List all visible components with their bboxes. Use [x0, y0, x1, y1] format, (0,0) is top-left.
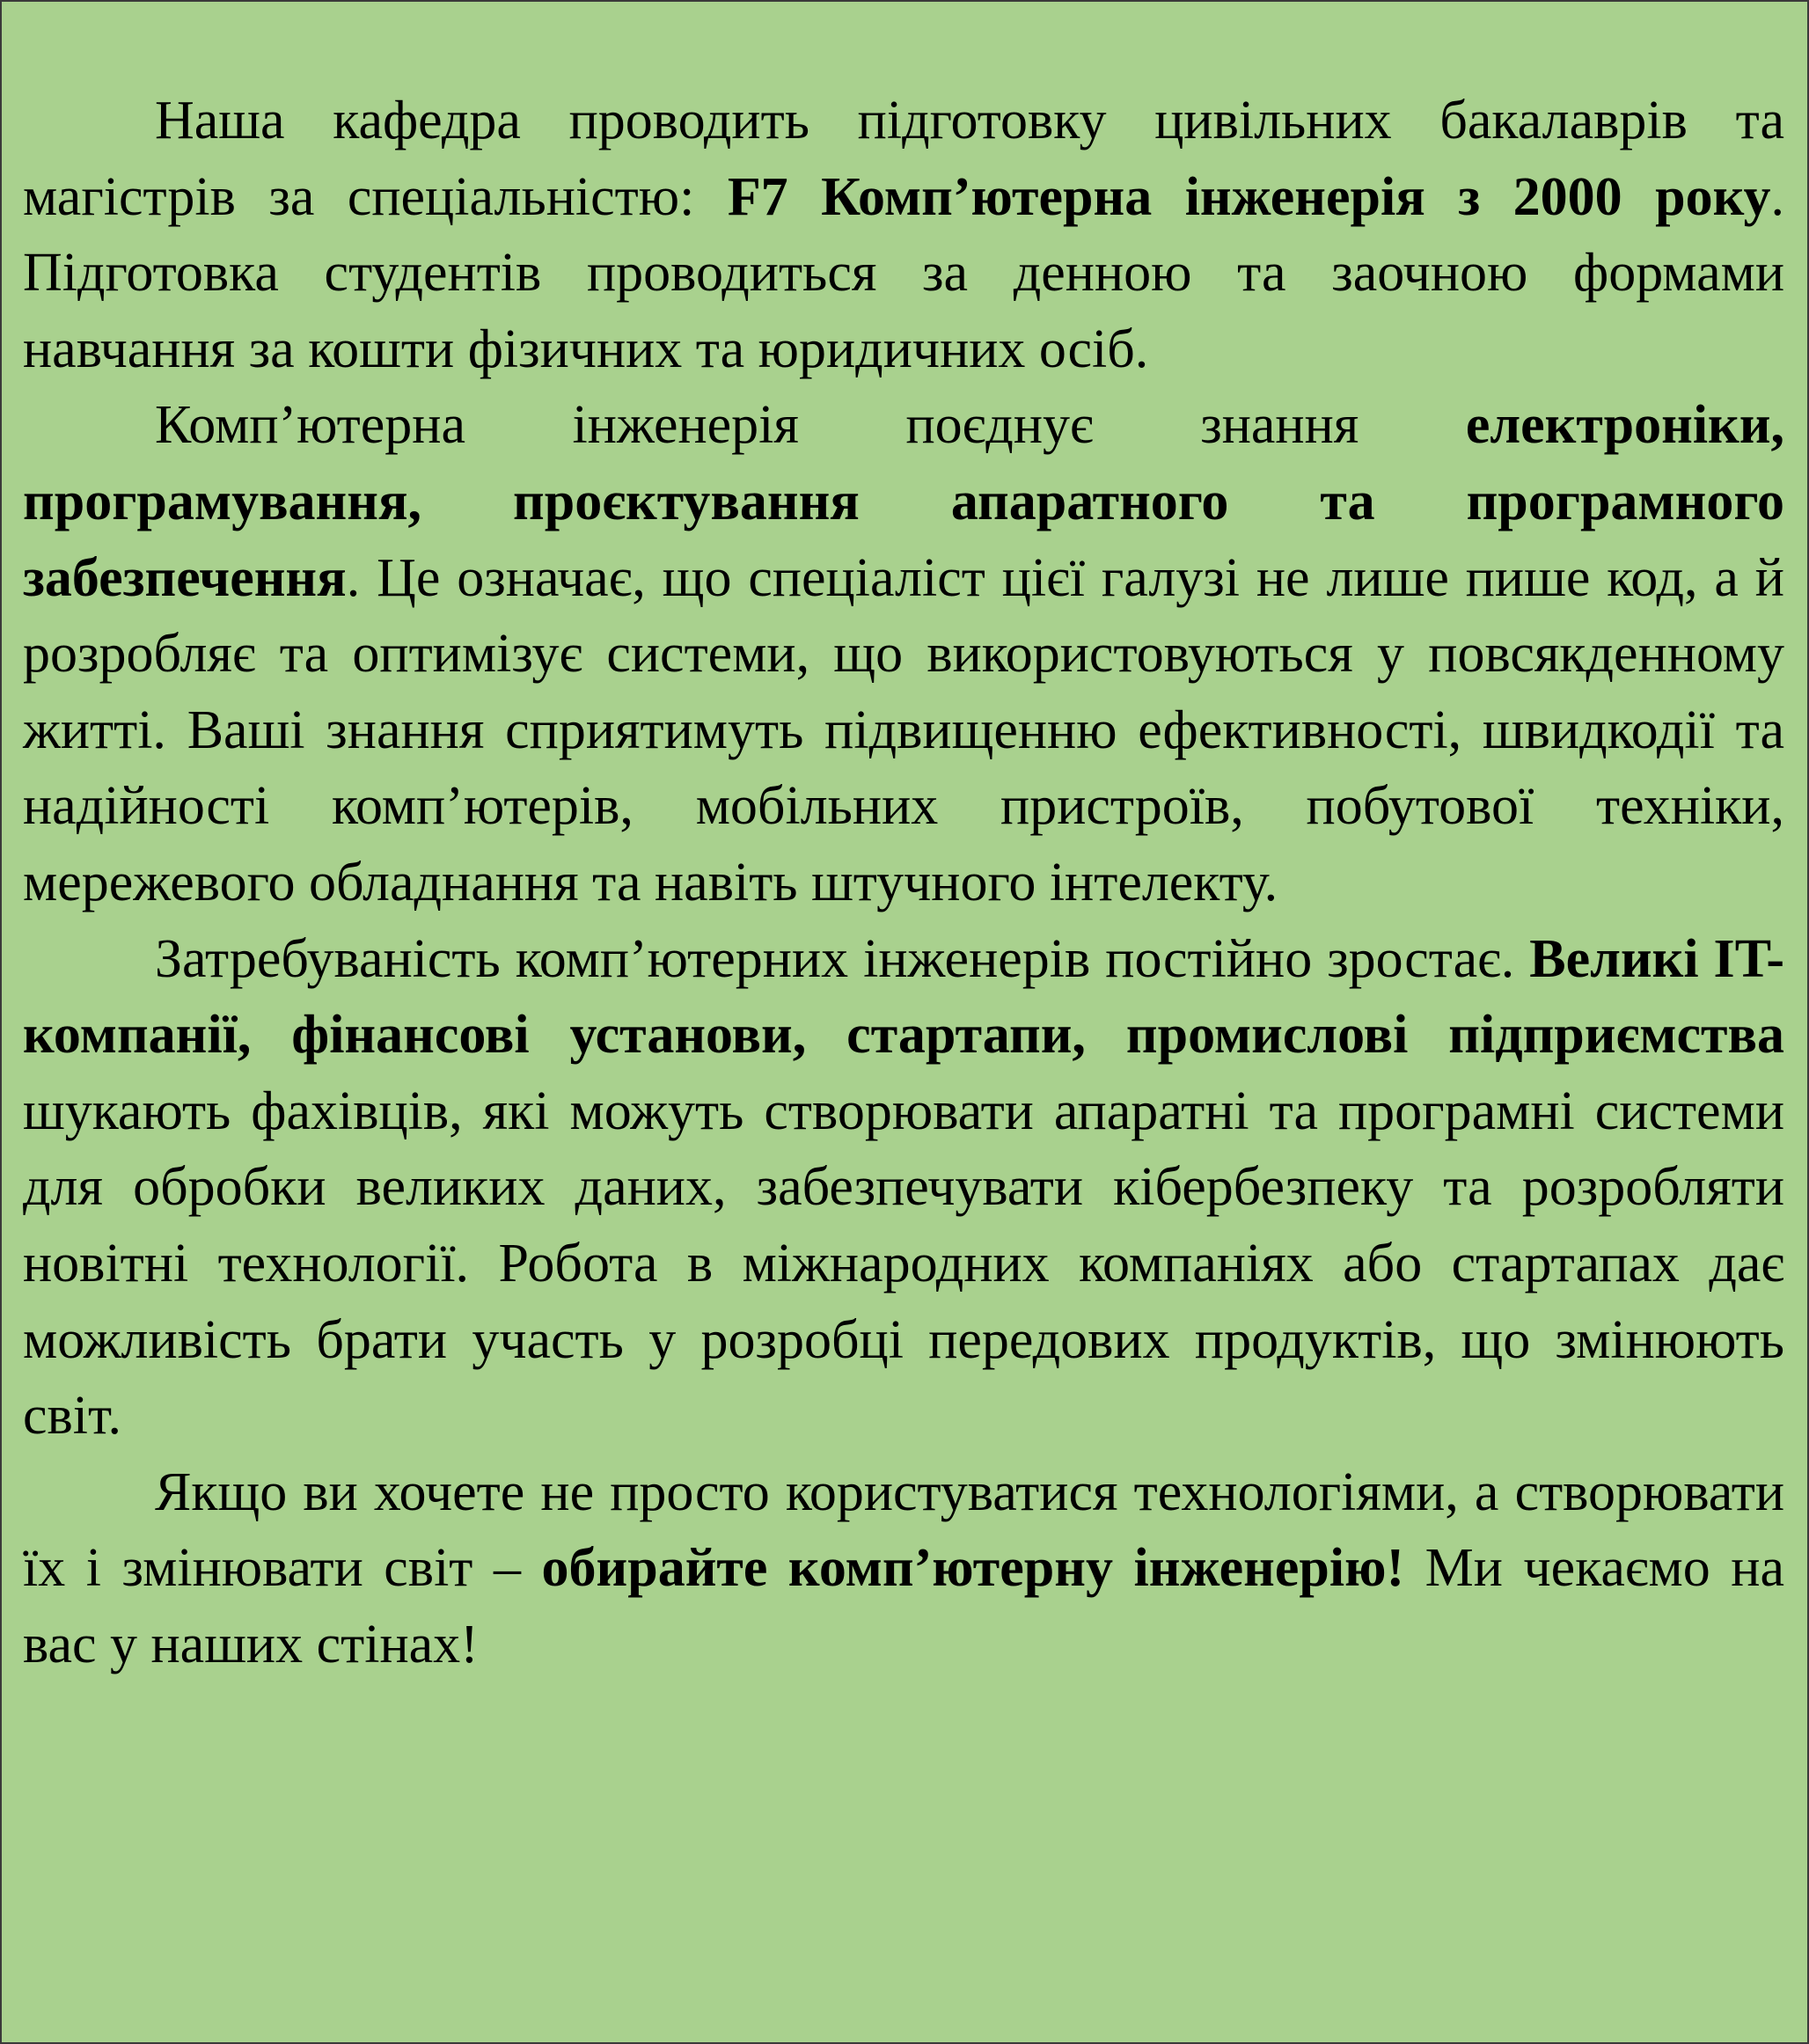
paragraph-text: . Підготовка студентів проводиться за денною та заочною формами навчання за кошти фізичних та юридичних осіб.	[23, 166, 1784, 379]
paragraph-career-demand	[23, 921, 1784, 1454]
paragraph-text: Затребуваність комп’ютерних інженерів постійно зростає.	[155, 928, 1530, 989]
paragraph-text: Комп’ютерна інженерія поєднує знання	[155, 395, 1466, 456]
paragraph-bold-text: Великі IT-компанії, фінансові установи, стартапи, промислові підприємства	[23, 928, 1784, 1066]
paragraph-text: Наша кафедра проводить підготовку цивільних бакалаврів та магістрів за спеціальністю:	[23, 91, 1784, 227]
paragraph-text: шукають фахівців, які можуть створювати апаратні та програмні системи для обробки великих даних, забезпечувати кібербезпеку та розробляти новітні технології. Робота в міжнародних компаніях або стартапах дає можливість брати участь у розробці передових продуктів, що змінюють світ.	[23, 1081, 1784, 1447]
paragraph-bold-text: F7 Комп’ютерна інженерія з 2000 року	[727, 166, 1771, 227]
paragraph-bold-text: обирайте комп’ютерну інженерію!	[541, 1538, 1405, 1599]
paragraph-text: . Це означає, що спеціаліст цієї галузі не лише пише код, а й розробляє та оптимізує системи, що використовуються у повсякденному житті. Ваші знання сприятимуть підвищенню ефективності, швидкодії та надійності комп’ютерів, мобільних пристроїв, побутової техніки, мережевого обладнання та навіть штучного інтелекту.	[23, 547, 1784, 912]
paragraph-specialty-description	[23, 387, 1784, 920]
paragraph-text: Ми чекаємо на вас у наших стінах!	[23, 1538, 1784, 1674]
paragraph-department-intro	[23, 83, 1784, 387]
paragraph-bold-text: електроніки, програмування, проєктування апаратного та програмного забезпечення	[23, 395, 1784, 608]
paragraph-text: Якщо ви хочете не просто користуватися технологіями, а створювати їх і змінювати світ –	[23, 1462, 1784, 1599]
paragraph-call-to-action	[23, 1454, 1784, 1683]
